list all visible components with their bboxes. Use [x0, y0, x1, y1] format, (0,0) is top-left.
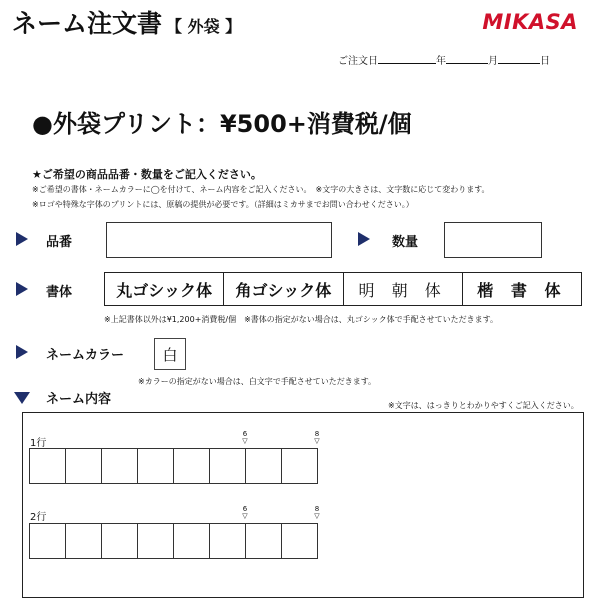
- price-line: ●外袋プリント：¥500+消費税/個: [32, 110, 412, 138]
- product-number-input[interactable]: [106, 222, 332, 258]
- char-cell[interactable]: [137, 448, 174, 484]
- day-label: 日: [540, 56, 550, 67]
- font-option-kaku-gothic[interactable]: 角ゴシック体: [224, 273, 343, 305]
- triangle-down-small-icon: ▽: [314, 437, 320, 445]
- triangle-down-marker-icon: [14, 392, 30, 404]
- month-field[interactable]: [446, 54, 488, 64]
- instruction-note-1: ※ご希望の書体・ネームカラーに◯を付けて、ネーム内容をご記入ください。 ※文字の大きさは、文字数に応じて変わります。: [32, 185, 490, 194]
- triangle-down-small-icon: ▽: [242, 512, 248, 520]
- color-note: ※カラーの指定がない場合は、白文字で手配させていただきます。: [138, 377, 377, 386]
- char-cell[interactable]: [173, 448, 210, 484]
- char-8-marker: 8 ▽: [312, 430, 322, 444]
- char-cell[interactable]: [245, 523, 282, 559]
- font-note: ※上記書体以外は¥1,200+消費税/個 ※書体の指定がない場合は、丸ゴシック体で手配させていただきます。: [104, 315, 498, 324]
- name-color-white-option[interactable]: 白: [154, 338, 186, 370]
- name-content-note: ※文字は、はっきりとわかりやすくご記入ください。: [388, 401, 579, 410]
- char-cell[interactable]: [29, 523, 66, 559]
- year-field[interactable]: [378, 54, 436, 64]
- row-1-cells: [29, 448, 317, 484]
- page-title: ネーム注文書 【 外袋 】: [12, 9, 242, 38]
- row-2-label: 2行: [30, 512, 47, 523]
- char-cell[interactable]: [245, 448, 282, 484]
- char-cell[interactable]: [209, 448, 246, 484]
- char-cell[interactable]: [65, 448, 102, 484]
- triangle-down-small-icon: ▽: [242, 437, 248, 445]
- font-options: [104, 272, 582, 306]
- instruction-note-2: ※ロゴや特殊な字体のプリントには、原稿の提供が必要です。（詳細はミカサまでお問い合わせください。）: [32, 200, 414, 209]
- name-color-label: ネームカラー: [46, 348, 125, 363]
- year-label: 年: [436, 56, 446, 67]
- triangle-marker-icon: [16, 345, 28, 359]
- char-cell[interactable]: [65, 523, 102, 559]
- char-cell[interactable]: [101, 448, 138, 484]
- title-subtitle: 【 外袋 】: [166, 17, 242, 36]
- char-cell[interactable]: [281, 448, 318, 484]
- char-6-marker: 6 ▽: [240, 505, 250, 519]
- char-cell[interactable]: [209, 523, 246, 559]
- char-8-marker: 8 ▽: [312, 505, 322, 519]
- day-field[interactable]: [498, 54, 540, 64]
- row-1-label: 1行: [30, 438, 47, 449]
- name-content-box: [22, 412, 584, 598]
- triangle-marker-icon: [358, 232, 370, 246]
- char-cell[interactable]: [173, 523, 210, 559]
- instruction-main: ★ご希望の商品品番・数量をご記入ください。: [32, 168, 262, 181]
- triangle-marker-icon: [16, 232, 28, 246]
- font-option-kaisho[interactable]: 楷 書 体: [477, 280, 567, 300]
- char-cell[interactable]: [137, 523, 174, 559]
- font-label: 書体: [46, 285, 73, 300]
- char-6-marker: 6 ▽: [240, 430, 250, 444]
- font-option-mincho[interactable]: 明 朝 体: [344, 273, 463, 305]
- name-content-label: ネーム内容: [46, 392, 112, 407]
- product-number-label: 品番: [46, 235, 73, 250]
- order-date-label: ご注文日: [338, 56, 378, 67]
- brand-logo: MIKASA: [482, 10, 578, 34]
- char-cell[interactable]: [101, 523, 138, 559]
- font-option-maru-gothic[interactable]: 丸ゴシック体: [105, 273, 224, 305]
- char-cell[interactable]: [29, 448, 66, 484]
- quantity-label: 数量: [392, 235, 419, 250]
- order-date-row: [338, 52, 550, 67]
- row-2-cells: [29, 523, 317, 559]
- triangle-marker-icon: [16, 282, 28, 296]
- quantity-input[interactable]: [444, 222, 542, 258]
- triangle-down-small-icon: ▽: [314, 512, 320, 520]
- month-label: 月: [488, 56, 498, 67]
- char-cell[interactable]: [281, 523, 318, 559]
